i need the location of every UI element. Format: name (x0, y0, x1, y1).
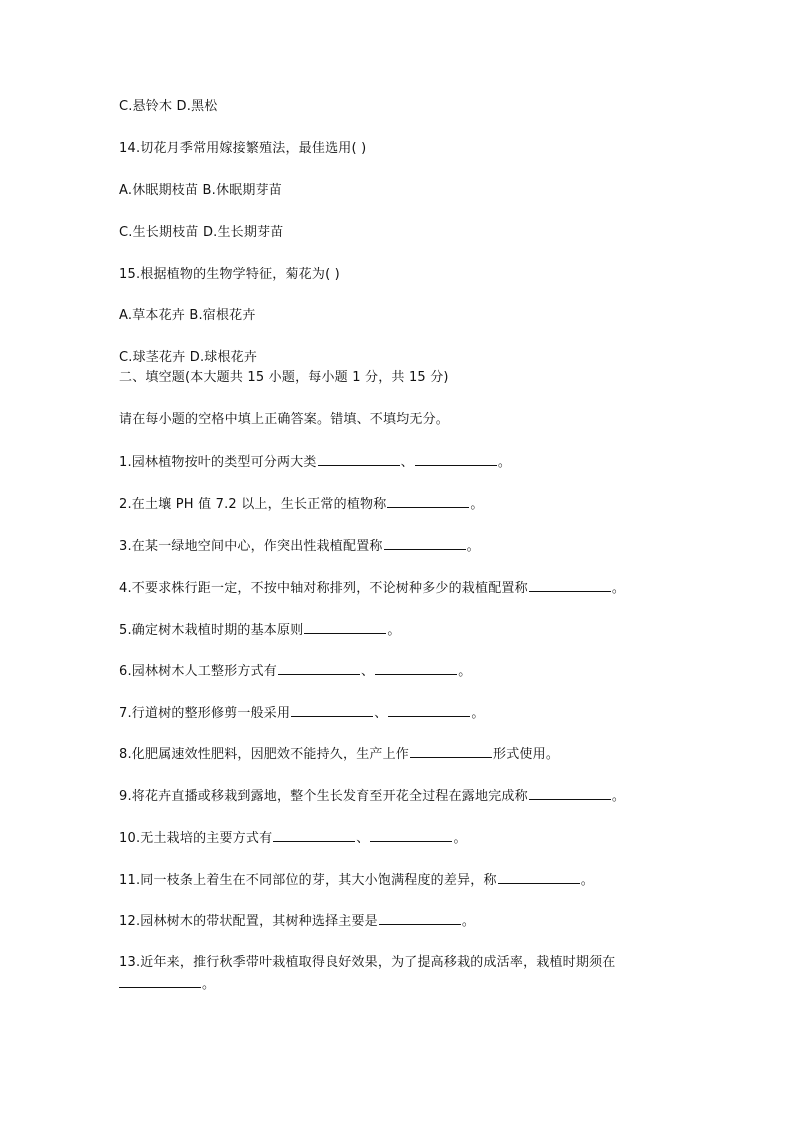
option-line (119, 307, 256, 325)
option-line (119, 182, 282, 200)
option-text: A.休眠期枝苗 B.休眠期芽苗 (119, 183, 282, 198)
punctuation-text: 。 (580, 873, 594, 888)
answer-blank[interactable] (379, 912, 461, 925)
punctuation-text: 。 (611, 581, 626, 596)
question-text: 14.切花月季常用嫁接繁殖法，最佳选用( ) (119, 141, 367, 156)
question-text: 8.化肥属速效性肥料，因肥效不能持久，生产上作 (119, 747, 410, 762)
question-text: 10.无土栽培的主要方式有 (119, 831, 273, 846)
punctuation-text: 。 (497, 455, 512, 470)
option-line (119, 224, 284, 242)
question-text: 6.园林树木人工整形方式有 (119, 664, 278, 679)
question-text: 5.确定树木栽植时期的基本原则 (119, 623, 304, 638)
punctuation-text: 。 (458, 664, 472, 679)
fill-question-10 (119, 829, 467, 848)
fill-question-1 (119, 453, 511, 472)
option-text: A.草本花卉 B.宿根花卉 (119, 308, 256, 323)
answer-blank[interactable] (384, 537, 466, 550)
question-text: 4.不要求株行距一定，不按中轴对称排列，不论树种多少的栽植配置称 (119, 581, 528, 596)
option-line (119, 98, 218, 116)
answer-blank[interactable] (370, 829, 452, 842)
punctuation-text: 。 (611, 789, 626, 804)
answer-blank[interactable] (410, 745, 492, 758)
option-text: C.生长期枝苗 D.生长期芽苗 (119, 225, 284, 240)
fill-question-4 (119, 579, 625, 598)
separator-text: 、 (400, 455, 414, 470)
section-title (119, 369, 449, 387)
section-title-text: 二、填空题(本大题共 15 小题，每小题 1 分，共 15 分) (119, 370, 449, 385)
answer-blank[interactable] (318, 453, 400, 466)
answer-blank[interactable] (291, 704, 373, 717)
punctuation-text: 。 (461, 914, 476, 929)
answer-blank[interactable] (529, 579, 611, 592)
option-text: C.悬铃木 D.黑松 (119, 99, 218, 114)
fill-question-8 (119, 745, 559, 764)
question-text: 12.园林树木的带状配置，其树种选择主要是 (119, 914, 378, 929)
answer-blank[interactable] (387, 495, 469, 508)
question-text: 9.将花卉直播或移栽到露地，整个生长发育至开花全过程在露地完成称 (119, 789, 528, 804)
answer-blank[interactable] (304, 621, 386, 634)
fill-question-9 (119, 787, 625, 806)
answer-blank[interactable] (278, 662, 360, 675)
separator-text: 、 (374, 706, 388, 721)
fill-question-3 (119, 537, 480, 556)
question-text-tail: 形式使用。 (493, 747, 560, 762)
section-instructions (119, 411, 449, 429)
question-text: 15.根据植物的生物学特征，菊花为( ) (119, 267, 340, 282)
answer-blank[interactable] (388, 704, 470, 717)
answer-blank[interactable] (498, 871, 580, 884)
question-text: 13.近年来，推行秋季带叶栽植取得良好效果，为了提高移栽的成活率，栽植时期须在 (119, 955, 616, 970)
punctuation-text: 。 (471, 706, 485, 721)
answer-blank[interactable] (415, 453, 497, 466)
fill-question-12 (119, 912, 475, 931)
question-text: 1.园林植物按叶的类型可分两大类 (119, 455, 317, 470)
answer-blank[interactable] (529, 787, 611, 800)
fill-question-6 (119, 662, 471, 681)
punctuation-text: 。 (202, 977, 216, 992)
fill-question-2 (119, 495, 484, 514)
fill-question-7 (119, 704, 485, 723)
question-text: 7.行道树的整形修剪一般采用 (119, 706, 291, 721)
separator-text: 、 (356, 831, 370, 846)
punctuation-text: 。 (453, 831, 467, 846)
punctuation-text: 。 (466, 539, 480, 554)
question-text: 2.在土壤 PH 值 7.2 以上，生长正常的植物称 (119, 497, 387, 512)
answer-blank[interactable] (273, 829, 355, 842)
option-text: C.球茎花卉 D.球根花卉 (119, 350, 258, 365)
punctuation-text: 。 (387, 623, 401, 638)
instructions-text: 请在每小题的空格中填上正确答案。错填、不填均无分。 (119, 412, 450, 427)
fill-question-11 (119, 871, 594, 890)
question-15 (119, 266, 340, 284)
fill-question-13-continued (119, 975, 215, 994)
answer-blank[interactable] (375, 662, 457, 675)
question-text: 11.同一枝条上着生在不同部位的芽，其大小饱满程度的差异，称 (119, 873, 497, 888)
punctuation-text: 。 (470, 497, 484, 512)
answer-blank[interactable] (119, 975, 201, 988)
separator-text: 、 (361, 664, 375, 679)
question-text: 3.在某一绿地空间中心，作突出性栽植配置称 (119, 539, 383, 554)
question-14 (119, 140, 366, 158)
fill-question-5 (119, 621, 401, 640)
option-line (119, 349, 257, 367)
fill-question-13 (119, 954, 615, 972)
